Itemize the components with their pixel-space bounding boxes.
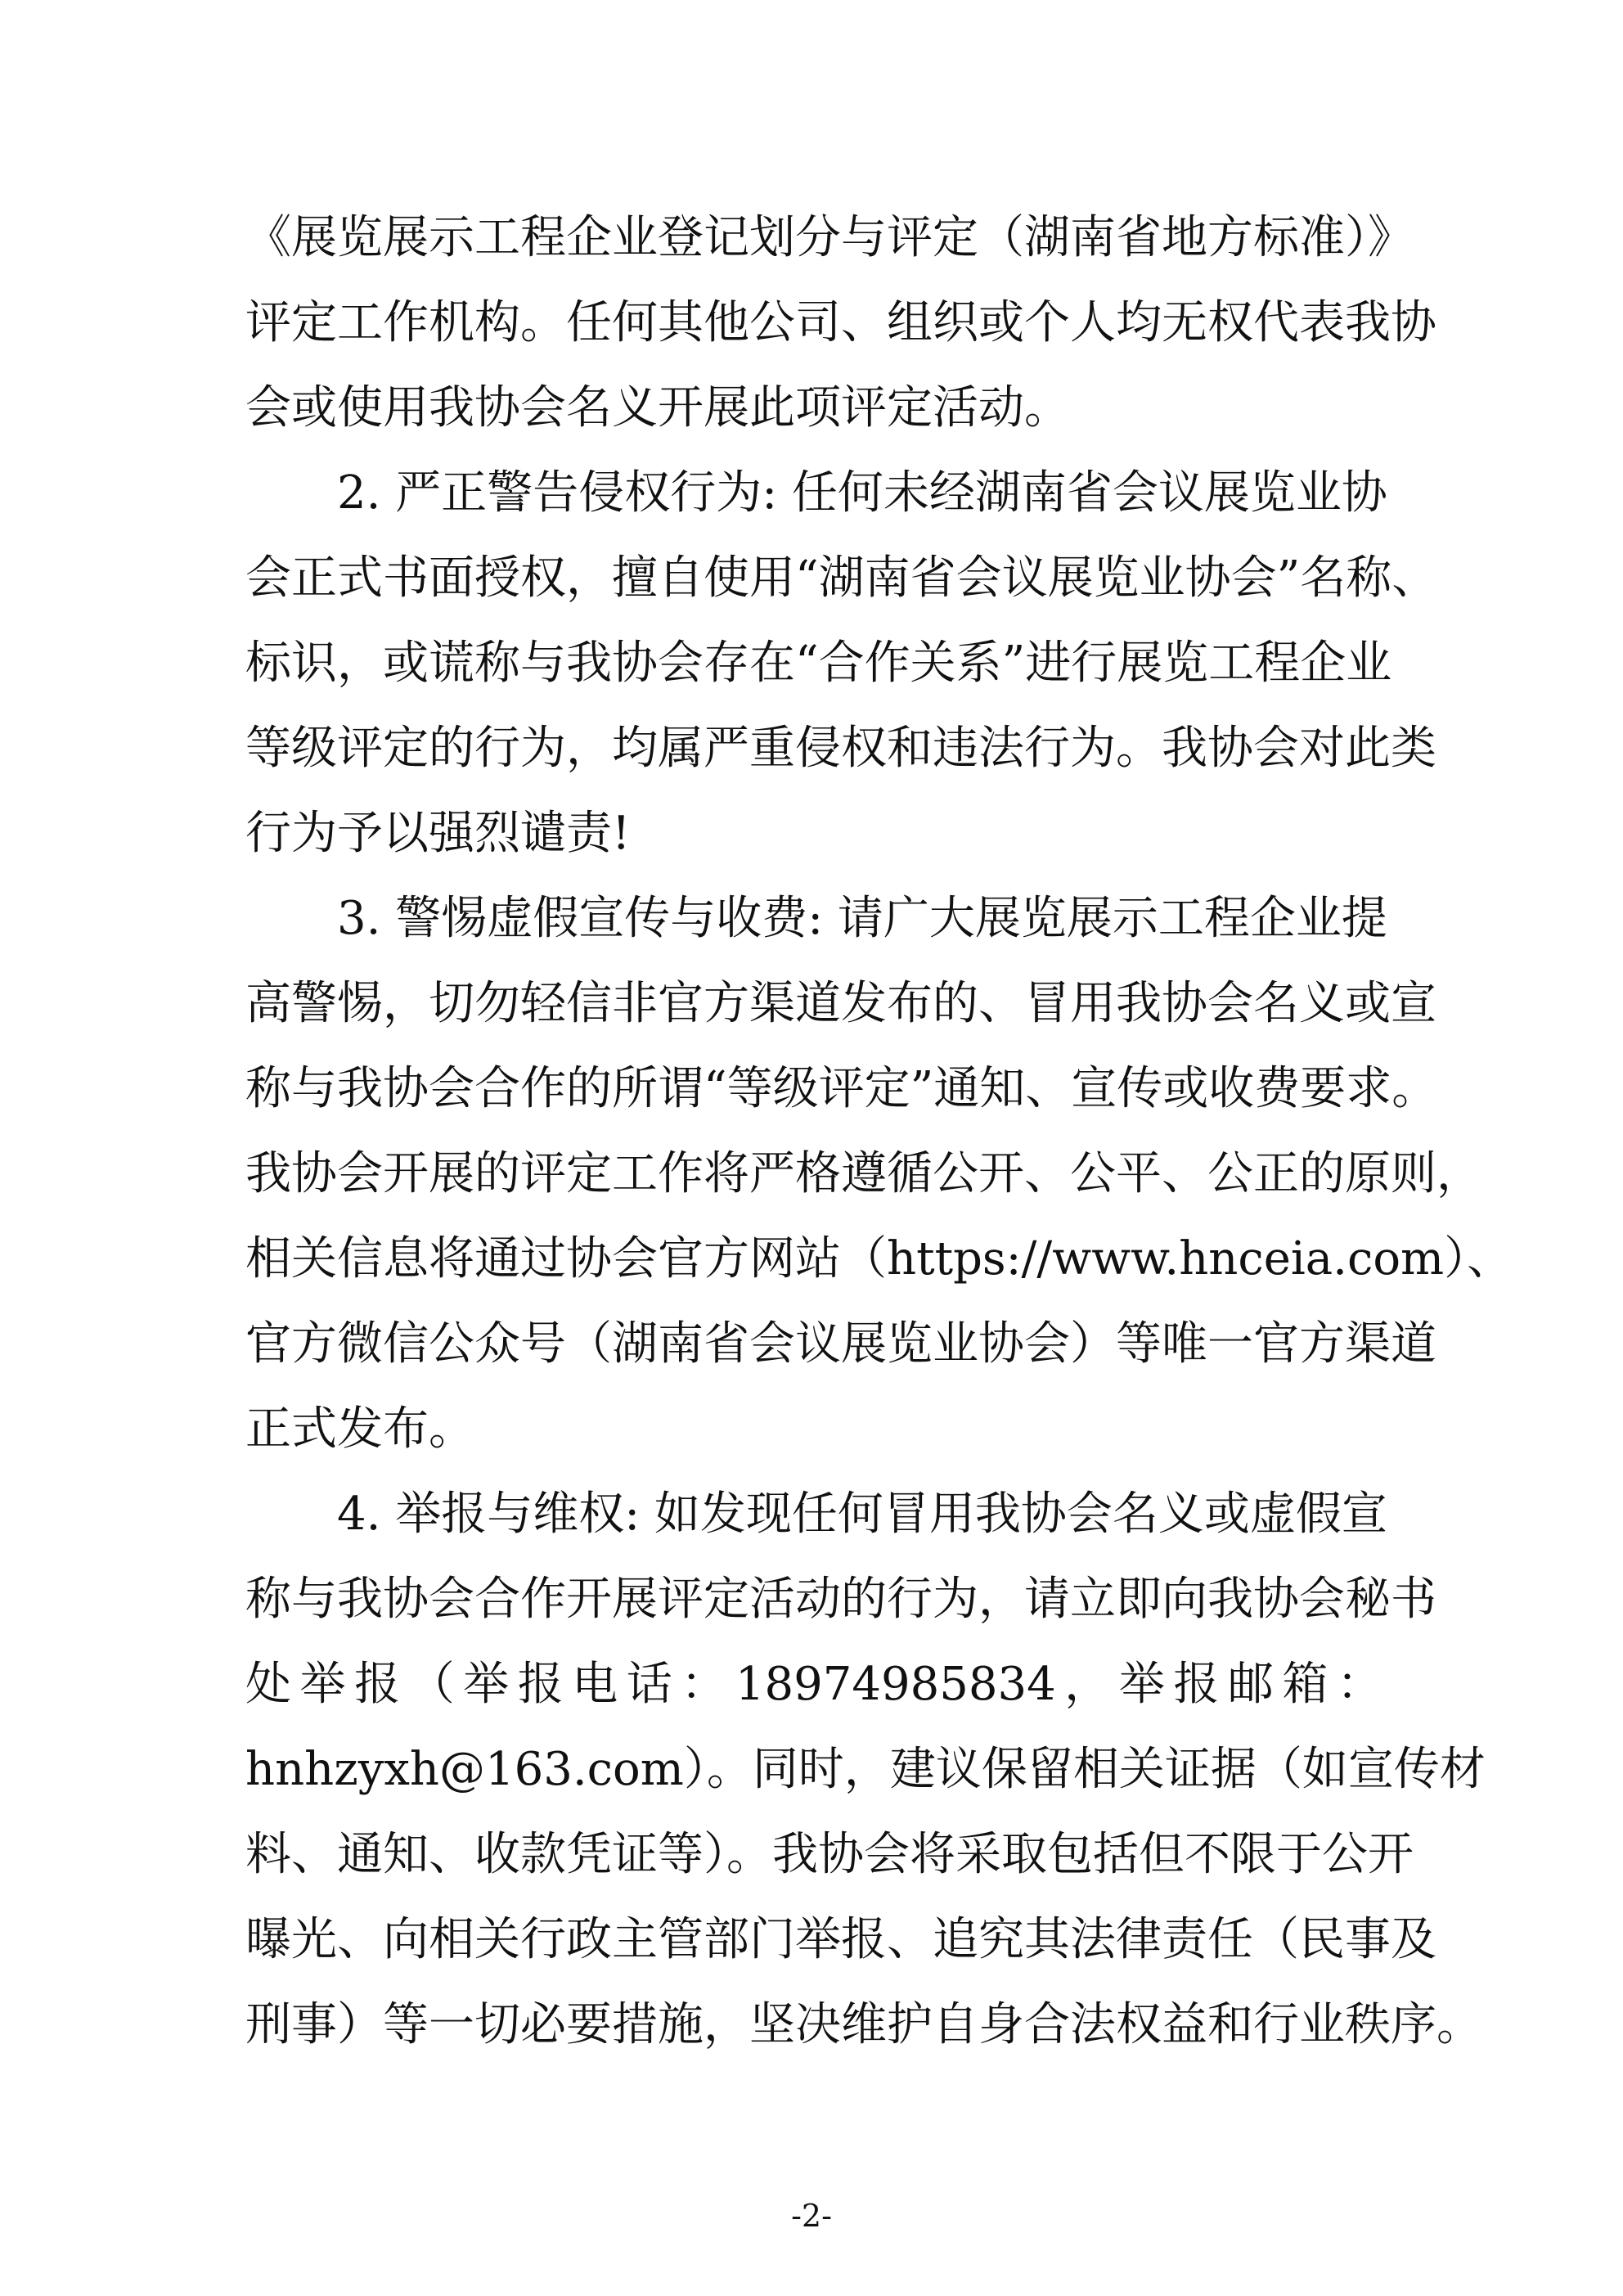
text-line: 高警惕，切勿轻信非官方渠道发布的、冒用我协会名义或宣 — [245, 977, 1436, 1030]
text-line: 标识，或谎称与我协会存在“合作关系”进行展览工程企业 — [245, 637, 1392, 690]
text-line: 我协会开展的评定工作将严格遵循公开、公平、公正的原则， — [245, 1147, 1482, 1200]
paragraph-heading-line: 4. 举报与维权: 如发现任何冒用我协会名义或虚假宣 — [337, 1488, 1387, 1541]
paragraph-heading-line: 3. 警惕虚假宣传与收费: 请广大展览展示工程企业提 — [337, 892, 1387, 945]
text-line: 会或使用我协会名义开展此项评定活动。 — [245, 381, 1070, 434]
text-line: 《展览展示工程企业登记划分与评定（湖南省地方标准）》 — [245, 211, 1414, 264]
text-line: 评定工作机构。任何其他公司、组织或个人均无权代表我协 — [245, 296, 1436, 349]
text-line: 刑事）等一切必要措施，坚决维护自身合法权益和行业秩序。 — [245, 1998, 1482, 2051]
text-line: 相关信息将通过协会官方网站（https://www.hnceia.com）、 — [245, 1232, 1513, 1285]
text-line: 料、通知、收款凭证等）。我协会将采取包括但不限于公开 — [245, 1828, 1414, 1881]
text-line: 处举报（举报电话：18974985834，举报邮箱： — [245, 1658, 1382, 1711]
text-line: 会正式书面授权，擅自使用“湖南省会议展览业协会”名称、 — [245, 551, 1438, 605]
text-line: hnhzyxh@163.com）。同时，建议保留相关证据（如宣传材 — [245, 1743, 1486, 1796]
page-number: -2- — [791, 2198, 832, 2234]
text-line: 正式发布。 — [245, 1402, 474, 1456]
paragraph-heading-line: 2. 严正警告侵权行为: 任何未经湖南省会议展览业协 — [337, 466, 1387, 520]
text-line: 曝光、向相关行政主管部门举报、追究其法律责任（民事及 — [245, 1913, 1436, 1966]
text-line: 称与我协会合作的所谓“等级评定”通知、宣传或收费要求。 — [245, 1062, 1438, 1115]
text-line: 称与我协会合作开展评定活动的行为，请立即向我协会秘书 — [245, 1573, 1436, 1626]
text-line: 等级评定的行为，均属严重侵权和违法行为。我协会对此类 — [245, 722, 1436, 775]
text-line: 行为予以强烈谴责! — [245, 807, 631, 860]
text-line: 官方微信公众号（湖南省会议展览业协会）等唯一官方渠道 — [245, 1317, 1436, 1371]
